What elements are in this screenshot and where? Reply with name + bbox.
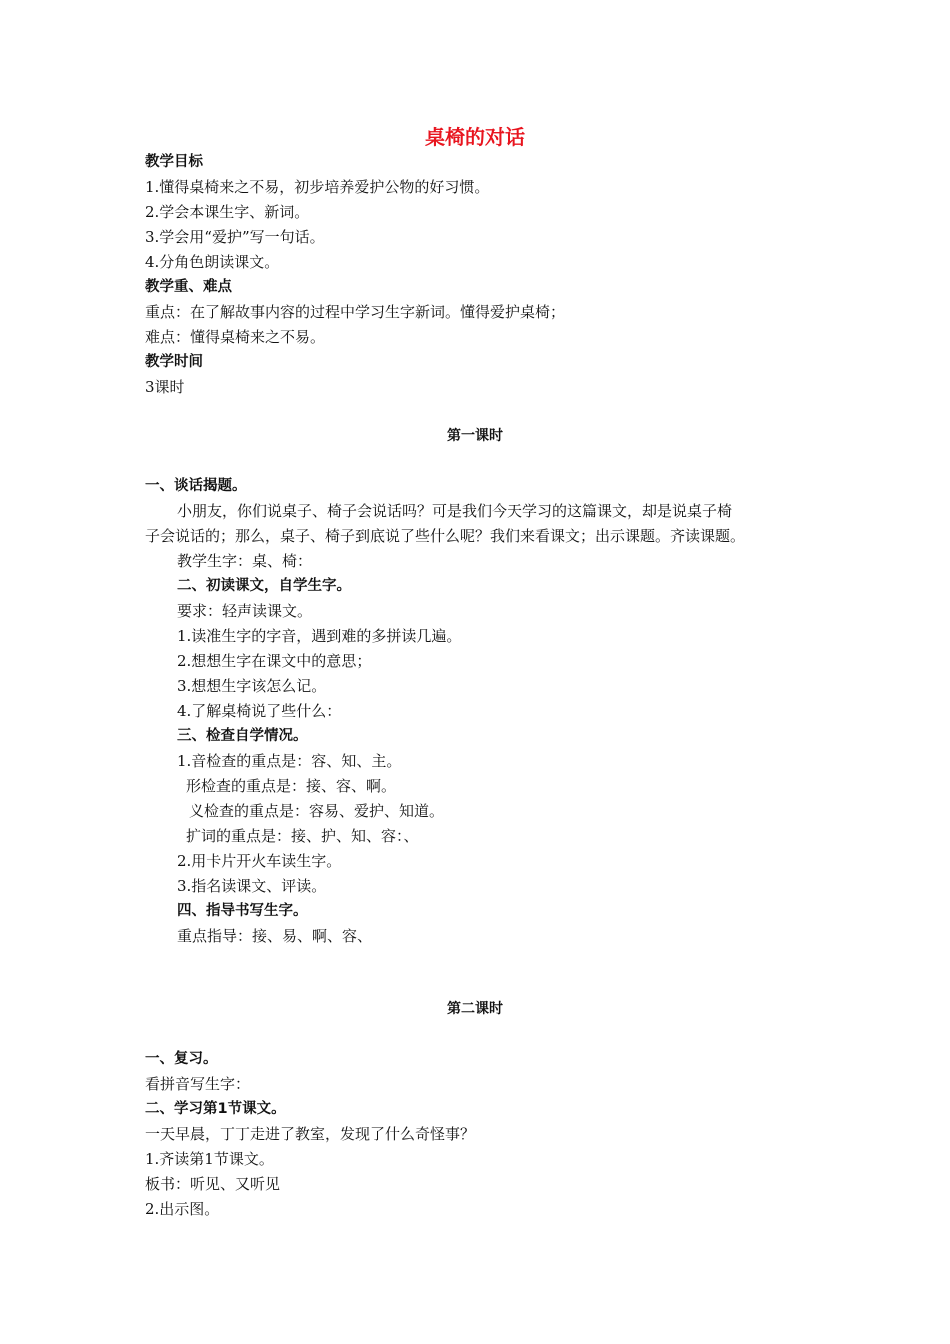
difficult-point: 难点：懂得桌椅来之不易。 (145, 328, 326, 346)
section-heading: 二、学习第1节课文。 (145, 1101, 286, 1117)
time-heading: 教学时间 (145, 354, 203, 370)
paragraph-line: 重点指导：接、易、啊、容、 (177, 927, 373, 945)
goal-item: 1.懂得桌椅来之不易，初步培养爱护公物的好习惯。 (145, 178, 490, 196)
section-heading: 一、谈话揭题。 (145, 478, 247, 494)
goal-item: 4.分角色朗读课文。 (145, 253, 280, 271)
paragraph-line: 教学生字：桌、椅： (177, 552, 313, 570)
goals-heading: 教学目标 (145, 154, 203, 170)
paragraph-line: 看拼音写生字： (145, 1075, 251, 1093)
paragraph-line: 子会说话的；那么，桌子、椅子到底说了些什么呢？我们来看课文；出示课题。齐读课题。 (145, 527, 746, 545)
list-item: 1.读准生字的字音，遇到难的多拼读几遍。 (177, 627, 462, 645)
section-heading: 二、初读课文，自学生字。 (177, 578, 351, 594)
lesson1-heading: 第一课时 (447, 428, 503, 444)
goal-item: 2.学会本课生字、新词。 (145, 203, 310, 221)
list-item: 3.指名读课文、评读。 (177, 877, 327, 895)
list-item: 4.了解桌椅说了些什么： (177, 702, 342, 720)
list-item: 义检查的重点是：容易、爱护、知道。 (189, 802, 445, 820)
list-item: 2.想想生字在课文中的意思； (177, 652, 372, 670)
paragraph-line: 要求：轻声读课文。 (177, 602, 313, 620)
list-item: 1.音检查的重点是：容、知、主。 (177, 752, 402, 770)
section-heading: 三、检查自学情况。 (177, 728, 308, 744)
goal-item: 3.学会用“爱护”写一句话。 (145, 228, 325, 246)
list-item: 2.用卡片开火车读生字。 (177, 852, 342, 870)
document-title: 桌椅的对话 (425, 125, 525, 149)
list-item: 2.出示图。 (145, 1200, 220, 1218)
list-item: 形检查的重点是：接、容、啊。 (186, 777, 397, 795)
keypoints-heading: 教学重、难点 (145, 279, 232, 295)
paragraph-line: 一天早晨，丁丁走进了教室，发现了什么奇怪事？ (145, 1125, 476, 1143)
list-item: 3.想想生字该怎么记。 (177, 677, 327, 695)
lesson2-heading: 第二课时 (447, 1001, 503, 1017)
paragraph-line: 板书：听见、又听见 (145, 1175, 281, 1193)
paragraph-line: 小朋友，你们说桌子、椅子会说话吗？可是我们今天学习的这篇课文，却是说桌子椅 (177, 502, 733, 520)
time-value: 3课时 (145, 378, 185, 396)
key-point: 重点：在了解故事内容的过程中学习生字新词。懂得爱护桌椅； (145, 303, 566, 321)
list-item: 扩词的重点是：接、护、知、容：、 (186, 827, 419, 845)
section-heading: 一、复习。 (145, 1051, 218, 1067)
list-item: 1.齐读第1节课文。 (145, 1150, 274, 1168)
section-heading: 四、指导书写生字。 (177, 903, 308, 919)
